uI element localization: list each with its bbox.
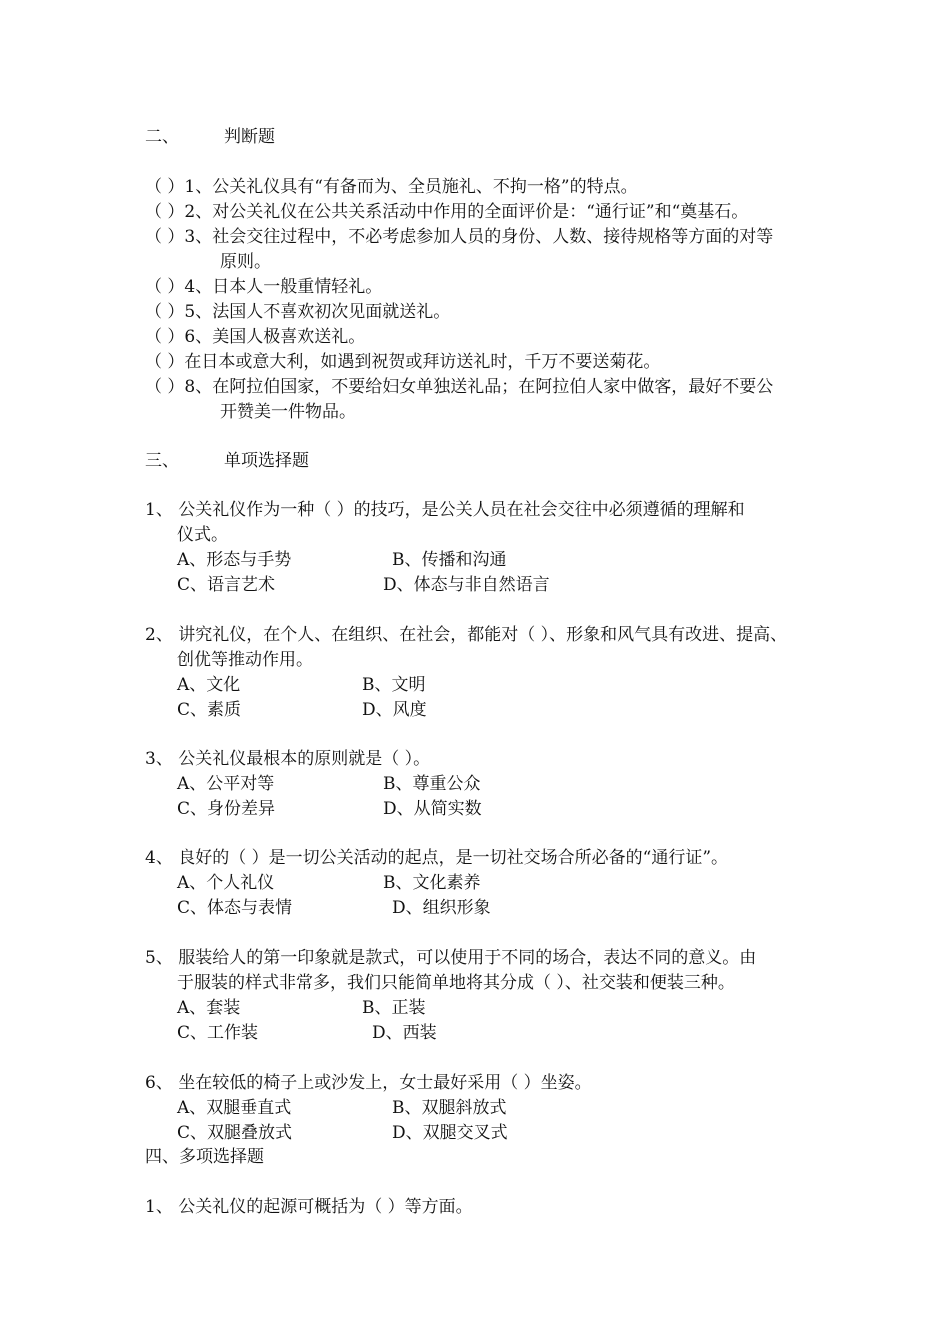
q3-option-b: B、尊重公众 xyxy=(383,774,481,794)
q3-option-d: D、从简实数 xyxy=(383,799,482,819)
section-3-number: 三、 xyxy=(145,451,179,471)
q5-option-c: C、工作装 xyxy=(177,1023,259,1043)
true-false-item-1: （ ）1、公关礼仪具有“有备而为、全员施礼、不拘一格”的特点。 xyxy=(145,177,638,197)
q1-option-b: B、传播和沟通 xyxy=(392,550,507,570)
true-false-item-8-cont: 开赞美一件物品。 xyxy=(220,402,356,422)
single-choice-question-2-cont: 创优等推动作用。 xyxy=(177,650,313,670)
q4-option-c: C、体态与表情 xyxy=(177,898,293,918)
q6-option-a: A、双腿垂直式 xyxy=(177,1098,292,1118)
q2-option-c: C、素质 xyxy=(177,700,242,720)
q4-option-d: D、组织形象 xyxy=(392,898,491,918)
true-false-item-3-cont: 原则。 xyxy=(220,252,271,272)
multi-choice-question-1: 1、 公关礼仪的起源可概括为（ ）等方面。 xyxy=(145,1197,473,1217)
q4-option-b: B、文化素养 xyxy=(383,873,481,893)
section-3-title: 单项选择题 xyxy=(224,451,309,471)
q3-option-c: C、身份差异 xyxy=(177,799,276,819)
q1-option-d: D、体态与非自然语言 xyxy=(383,575,550,595)
section-2-heading xyxy=(145,127,275,147)
section-2-title: 判断题 xyxy=(224,127,275,147)
single-choice-question-1-cont: 仪式。 xyxy=(177,525,228,545)
q6-option-d: D、双腿交叉式 xyxy=(392,1123,508,1143)
q6-option-b: B、双腿斜放式 xyxy=(392,1098,507,1118)
q5-option-d: D、西装 xyxy=(372,1023,437,1043)
single-choice-question-3: 3、 公关礼仪最根本的原则就是（ ）。 xyxy=(145,749,431,769)
true-false-item-4: （ ）4、日本人一般重情轻礼。 xyxy=(145,277,383,297)
single-choice-question-1: 1、 公关礼仪作为一种（ ）的技巧，是公关人员在社会交往中必须遵循的理解和 xyxy=(145,500,745,520)
true-false-item-6: （ ）6、美国人极喜欢送礼。 xyxy=(145,327,366,347)
q2-option-b: B、文明 xyxy=(362,675,426,695)
q3-option-a: A、公平对等 xyxy=(177,774,275,794)
section-4-heading: 四、多项选择题 xyxy=(145,1147,264,1167)
q2-option-a: A、文化 xyxy=(177,675,241,695)
true-false-item-5: （ ）5、法国人不喜欢初次见面就送礼。 xyxy=(145,302,451,322)
section-2-number: 二、 xyxy=(145,127,179,147)
q1-option-c: C、语言艺术 xyxy=(177,575,276,595)
single-choice-question-2: 2、 讲究礼仪，在个人、在组织、在社会，都能对（ ）、形象和风气具有改进、提高、 xyxy=(145,625,788,645)
true-false-item-8: （ ）8、在阿拉伯国家，不要给妇女单独送礼品；在阿拉伯人家中做客，最好不要公 xyxy=(145,377,774,397)
q4-option-a: A、个人礼仪 xyxy=(177,873,275,893)
single-choice-question-6: 6、 坐在较低的椅子上或沙发上，女士最好采用（ ）坐姿。 xyxy=(145,1073,592,1093)
q5-option-a: A、套装 xyxy=(177,998,241,1018)
true-false-item-2: （ ）2、对公关礼仪在公共关系活动中作用的全面评价是：“通行证”和“奠基石。 xyxy=(145,202,749,222)
true-false-item-3: （ ）3、社会交往过程中，不必考虑参加人员的身份、人数、接待规格等方面的对等 xyxy=(145,227,774,247)
q5-option-b: B、正装 xyxy=(362,998,426,1018)
single-choice-question-4: 4、 良好的（ ）是一切公关活动的起点，是一切社交场合所必备的“通行证”。 xyxy=(145,848,729,868)
single-choice-question-5: 5、 服装给人的第一印象就是款式，可以使用于不同的场合，表达不同的意义。由 xyxy=(145,948,757,968)
q2-option-d: D、风度 xyxy=(362,700,427,720)
section-3-heading xyxy=(145,451,309,471)
q1-option-a: A、形态与手势 xyxy=(177,550,292,570)
single-choice-question-5-cont: 于服装的样式非常多，我们只能简单地将其分成（ ）、社交装和便装三种。 xyxy=(177,973,735,993)
true-false-item-7: （ ）在日本或意大利，如遇到祝贺或拜访送礼时，千万不要送菊花。 xyxy=(145,352,661,372)
q6-option-c: C、双腿叠放式 xyxy=(177,1123,293,1143)
